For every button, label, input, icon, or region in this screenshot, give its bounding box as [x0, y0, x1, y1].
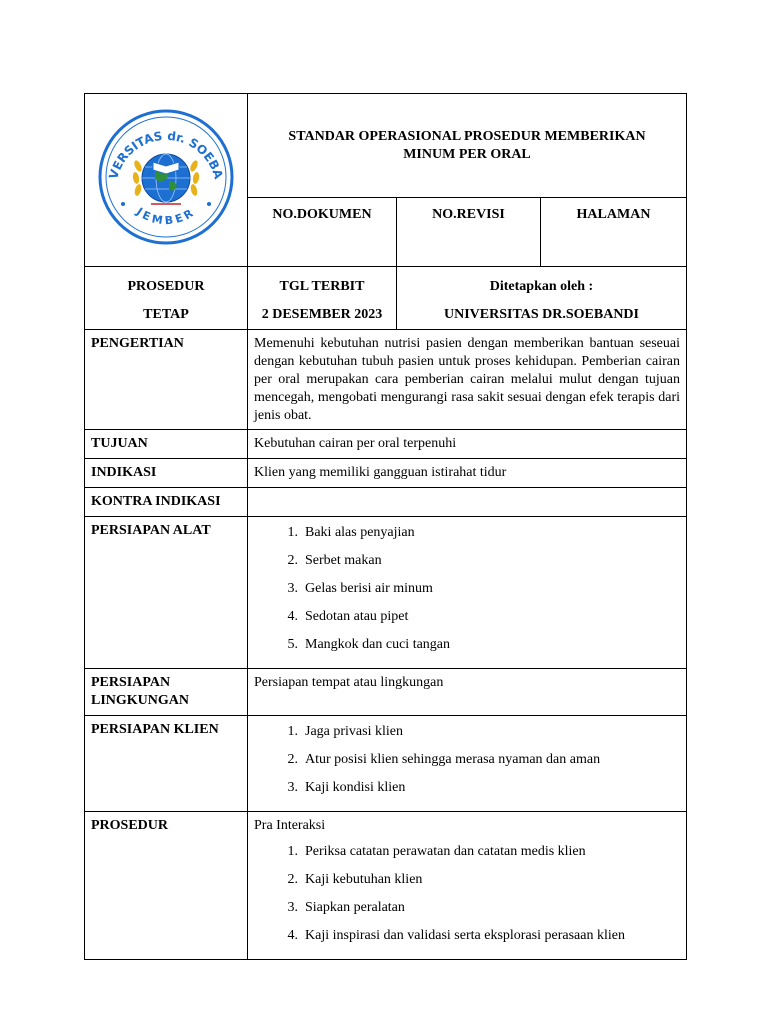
no-dokumen-label: NO.DOKUMEN [272, 207, 372, 222]
list-item-text: Gelas berisi air minum [305, 581, 433, 596]
list-item [254, 843, 680, 861]
list-item-text: Kaji kebutuhan klien [305, 872, 423, 887]
list-item [254, 636, 680, 654]
list-item-text: Atur posisi klien sehingga merasa nyaman dan aman [305, 752, 601, 767]
no-revisi-label: NO.REVISI [432, 207, 505, 222]
list-item [254, 608, 680, 626]
tujuan-text: Kebutuhan cairan per oral terpenuhi [248, 430, 687, 459]
list-item [254, 552, 680, 570]
pra-interaksi-subtitle: Pra Interaksi [254, 818, 326, 833]
university-logo [93, 104, 239, 250]
list-item [254, 899, 680, 917]
prosedur-row-label: PROSEDUR [85, 812, 248, 960]
list-item-number: 4. [287, 928, 298, 943]
list-item-text: Periksa catatan perawatan dan catatan medis klien [305, 844, 586, 859]
list-item [254, 580, 680, 598]
tgl-terbit-value: 2 DESEMBER 2023 [261, 307, 383, 322]
list-item-text: Mangkok dan cuci tangan [305, 637, 451, 652]
list-item-number: 5. [287, 637, 298, 652]
row-persiapan-klien [85, 716, 687, 812]
logo-text-top: VERSITAS dr. SOEBA [106, 128, 226, 181]
halaman-label: HALAMAN [576, 207, 651, 222]
list-item [254, 779, 680, 797]
persiapan-klien-list [254, 723, 680, 797]
persiapan-alat-list [254, 524, 680, 654]
row-persiapan-lingkungan [85, 669, 687, 716]
prosedur-list-cell [248, 812, 687, 960]
pengertian-label: PENGERTIAN [85, 330, 248, 430]
list-item-number: 2. [287, 553, 298, 568]
tujuan-label: TUJUAN [85, 430, 248, 459]
no-dokumen-cell [248, 198, 397, 267]
list-item-text: Siapkan peralatan [305, 900, 405, 915]
list-item-text: Sedotan atau pipet [305, 609, 409, 624]
sop-header-table [84, 93, 687, 330]
halaman-cell [541, 198, 687, 267]
tgl-terbit-label: TGL TERBIT [279, 279, 365, 294]
kontra-indikasi-text [248, 488, 687, 517]
globe-icon [142, 154, 190, 202]
list-item-number: 2. [287, 752, 298, 767]
list-item-number: 2. [287, 872, 298, 887]
row-prosedur [85, 812, 687, 960]
persiapan-lingkungan-label-line1: PERSIAPAN [91, 675, 171, 690]
indikasi-label: INDIKASI [85, 459, 248, 488]
prosedur-list [254, 843, 680, 945]
row-tujuan [85, 430, 687, 459]
list-item-number: 3. [287, 780, 298, 795]
logo-text-bottom: JEMBER [134, 205, 198, 228]
list-item-number: 3. [287, 581, 298, 596]
sop-document [84, 93, 686, 960]
list-item-text: Kaji kondisi klien [305, 780, 406, 795]
list-item [254, 723, 680, 741]
tetap-label: TETAP [143, 307, 189, 322]
list-item-number: 4. [287, 609, 298, 624]
list-item-text: Baki alas penyajian [305, 525, 415, 540]
list-item-text: Kaji inspirasi dan validasi serta eksplorasi perasaan klien [305, 928, 625, 943]
indikasi-text: Klien yang memiliki gangguan istirahat tidur [248, 459, 687, 488]
sop-title-cell [248, 94, 687, 198]
list-item-number: 3. [287, 900, 298, 915]
list-item-text: Jaga privasi klien [305, 724, 403, 739]
persiapan-lingkungan-label-line2: LINGKUNGAN [91, 693, 190, 708]
row-kontra-indikasi [85, 488, 687, 517]
ditetapkan-cell [397, 267, 687, 330]
persiapan-klien-label: PERSIAPAN KLIEN [85, 716, 248, 812]
list-item [254, 927, 680, 945]
list-item [254, 524, 680, 542]
list-item [254, 751, 680, 769]
sop-body-table [84, 329, 687, 960]
kontra-indikasi-label: KONTRA INDIKASI [85, 488, 248, 517]
list-item-number: 1. [287, 724, 298, 739]
row-indikasi [85, 459, 687, 488]
persiapan-alat-label: PERSIAPAN ALAT [85, 517, 248, 669]
list-item [254, 871, 680, 889]
list-item-text: Serbet makan [305, 553, 382, 568]
list-item-number: 1. [287, 525, 298, 540]
prosedur-label: PROSEDUR [127, 279, 205, 294]
prosedur-tetap-cell [85, 267, 248, 330]
persiapan-lingkungan-label [85, 669, 248, 716]
persiapan-klien-list-cell [248, 716, 687, 812]
pengertian-text: Memenuhi kebutuhan nutrisi pasien dengan memberikan bantuan seseuai dengan kebutuhan tubuh pasien untuk proses kehidupan. Pemberian cairan per oral merupakan cara pemberian cairan melalui mulut dengan tujuan mencegah, mengobati mengurangi rasa sakit sesuai dengan efek terapis dari jenis obat. [248, 330, 687, 430]
list-item-number: 1. [287, 844, 298, 859]
no-revisi-cell [397, 198, 541, 267]
university-logo-cell [85, 94, 248, 267]
ditetapkan-value: UNIVERSITAS DR.SOEBANDI [443, 307, 639, 322]
tgl-terbit-cell [248, 267, 397, 330]
persiapan-lingkungan-text: Persiapan tempat atau lingkungan [248, 669, 687, 716]
row-persiapan-alat [85, 517, 687, 669]
ditetapkan-label: Ditetapkan oleh : [489, 279, 594, 294]
persiapan-alat-list-cell [248, 517, 687, 669]
sop-title: STANDAR OPERASIONAL PROSEDUR MEMBERIKAN MINUM PER ORAL [288, 128, 646, 162]
row-pengertian [85, 330, 687, 430]
